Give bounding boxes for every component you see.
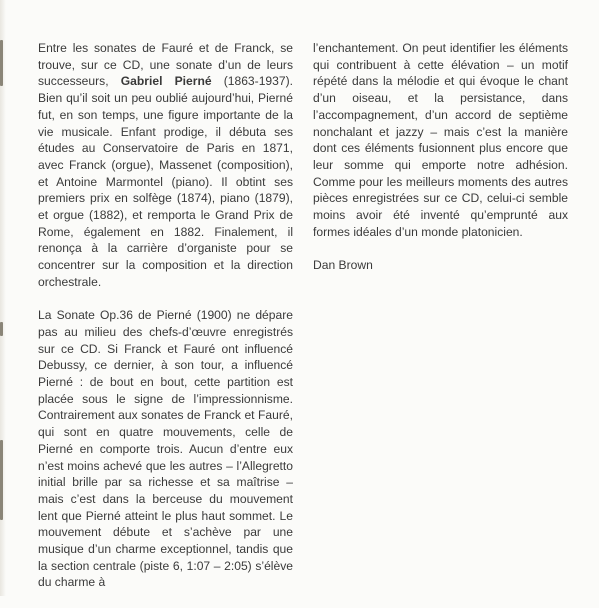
paragraph-enchantement: l’enchantement. On peut identifier les éléments qui contribuent à cette élévation – un motif répété dans la mélodie et qui évoque le chant d’un oiseau, et la persistance, dans l’accompagnement, d’un accord de septième nonchalant et jazzy – mais c’est la manière dont ces éléments fusionnent plus encore que leur somme qui emporte notre adhésion. Comme pour les meilleurs moments des autres pièces enregistrées sur ce CD, celui-ci semble moins avoir été inventé qu’emprunté aux formes idéales d’un monde platonicien. (313, 41, 568, 239)
author-signature: Dan Brown (313, 258, 373, 273)
left-column (38, 40, 293, 608)
binding-mark-bottom (0, 440, 3, 520)
intro-text-rest: (1863-1937). Bien qu’il soit un peu oublié aujourd’hui, Pierné fut, en son temps, une figure importante de la vie musicale. Enfant prodige, il débuta ses études au Conservatoire de Paris en 1871, avec Franck (orgue), Massenet (composition), et Antoine Marmontel (piano). Il obtint ses premiers prix en solfège (1874), piano (1879), et orgue (1882), et remporta le Grand Prix de Rome, également en 1882. Finalement, il renonça à la carrière d’organiste pour se concentrer sur la composition et la direction orchestrale. (38, 74, 293, 289)
right-column (313, 40, 568, 291)
composer-name: Gabriel Pierné (120, 74, 212, 89)
binding-mark-top (0, 40, 3, 86)
binding-mark-middle (0, 322, 3, 336)
paragraph-sonata: La Sonate Op.36 de Pierné (1900) ne dépare pas au milieu des chefs-d’œuvre enregistrés sur ce CD. Si Franck et Fauré ont influencé Debussy, ce dernier, à son tour, a influencé Pierné : de bout en bout, cette partition est placée sous le signe de l’impressionnisme. Contrairement aux sonates de Franck et Fauré, qui sont en quatre mouvements, celle de Pierné en comporte trois. Aucun d’entre eux n’est moins achevé que les autres – l’Allegretto initial brille par sa richesse et sa maîtrise – mais c’est dans la berceuse du mouvement lent que Pierné atteint le plus haut sommet. Le mouvement débute et s’achève par une musique d’un charme exceptionnel, tandis que la section centrale (piste 6, 1:07 – 2:05) s’élève du charme à (38, 308, 293, 590)
paragraph-intro (38, 40, 293, 291)
intro-text-start: Entre les sonates de Fauré et de Franck, se trouve, sur ce CD, une sonate d’un de leurs successeurs, (38, 41, 293, 89)
